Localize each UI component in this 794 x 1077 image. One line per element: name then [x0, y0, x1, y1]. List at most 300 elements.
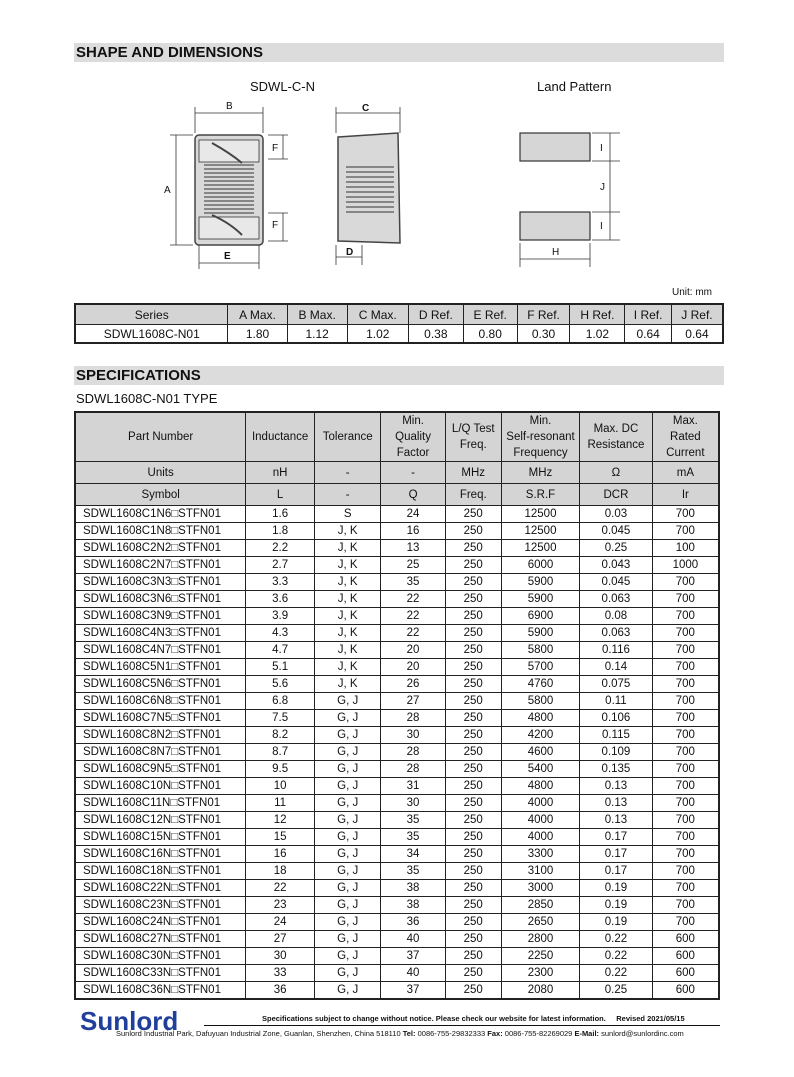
column-header: I Ref.	[625, 304, 672, 325]
table-cell: 250	[445, 965, 501, 982]
table-cell: 28	[381, 744, 445, 761]
table-cell: 26	[381, 676, 445, 693]
table-cell: 1.6	[246, 506, 315, 523]
table-cell: 0.30	[517, 325, 570, 344]
table-cell: 22	[381, 625, 445, 642]
table-cell: 250	[445, 608, 501, 625]
table-row	[75, 897, 719, 914]
table-row	[75, 744, 719, 761]
table-cell: 700	[652, 574, 719, 591]
symbol-cell: DCR	[580, 484, 653, 506]
email-value: sunlord@sunlordinc.com	[601, 1029, 684, 1038]
table-row	[75, 829, 719, 846]
table-cell: 3300	[501, 846, 579, 863]
section-title-specs: SPECIFICATIONS	[74, 366, 724, 385]
table-cell: 250	[445, 642, 501, 659]
table-cell: 250	[445, 523, 501, 540]
footer-address	[116, 1029, 684, 1038]
table-cell: 35	[381, 863, 445, 880]
table-cell: 0.13	[580, 812, 653, 829]
table-cell: 5900	[501, 574, 579, 591]
part-number-cell: SDWL1608C1N8□STFN01	[75, 523, 246, 540]
table-cell: 23	[246, 897, 315, 914]
table-cell: 0.17	[580, 846, 653, 863]
table-row	[75, 863, 719, 880]
table-cell: 2800	[501, 931, 579, 948]
table-cell: 0.80	[463, 325, 517, 344]
table-cell: J, K	[314, 540, 381, 557]
column-header: L/Q Test Freq.	[445, 412, 501, 462]
table-cell: 0.063	[580, 625, 653, 642]
table-cell: 35	[381, 812, 445, 829]
part-number-cell: SDWL1608C12N□STFN01	[75, 812, 246, 829]
table-cell: 4800	[501, 778, 579, 795]
table-row	[75, 325, 723, 344]
column-header: D Ref.	[408, 304, 463, 325]
column-header: F Ref.	[517, 304, 570, 325]
table-cell: 0.075	[580, 676, 653, 693]
table-cell: 3.6	[246, 591, 315, 608]
table-cell: 0.19	[580, 914, 653, 931]
table-row	[75, 659, 719, 676]
table-cell: J, K	[314, 676, 381, 693]
symbol-cell: Freq.	[445, 484, 501, 506]
table-cell: 5.6	[246, 676, 315, 693]
table-cell: 4600	[501, 744, 579, 761]
dim-label-e: E	[224, 251, 231, 262]
column-header: Max. Rated Current	[652, 412, 719, 462]
table-cell: 250	[445, 727, 501, 744]
table-cell: 700	[652, 914, 719, 931]
table-cell: 0.13	[580, 778, 653, 795]
table-cell: 38	[381, 880, 445, 897]
dim-label-h: H	[552, 247, 560, 258]
part-number-cell: SDWL1608C10N□STFN01	[75, 778, 246, 795]
table-cell: 13	[381, 540, 445, 557]
table-cell: 22	[381, 591, 445, 608]
table-cell: 700	[652, 846, 719, 863]
table-cell: 0.115	[580, 727, 653, 744]
table-cell: 28	[381, 761, 445, 778]
unit-cell: -	[314, 462, 381, 484]
part-number-cell: SDWL1608C3N6□STFN01	[75, 591, 246, 608]
table-header-row	[75, 304, 723, 325]
table-cell: 250	[445, 795, 501, 812]
table-cell: 31	[381, 778, 445, 795]
table-cell: 700	[652, 625, 719, 642]
table-cell: 250	[445, 914, 501, 931]
part-number-cell: SDWL1608C8N7□STFN01	[75, 744, 246, 761]
unit-label: Unit: mm	[672, 287, 712, 298]
table-cell: G, J	[314, 761, 381, 778]
table-cell: 4800	[501, 710, 579, 727]
table-cell: 1.02	[570, 325, 625, 344]
table-cell: 36	[381, 914, 445, 931]
table-cell: 4000	[501, 812, 579, 829]
column-header: Part Number	[75, 412, 246, 462]
table-cell: 0.38	[408, 325, 463, 344]
table-cell: 700	[652, 710, 719, 727]
part-number-cell: SDWL1608C3N3□STFN01	[75, 574, 246, 591]
table-cell: 25	[381, 557, 445, 574]
table-cell: 5400	[501, 761, 579, 778]
table-cell: 250	[445, 540, 501, 557]
table-cell: 250	[445, 676, 501, 693]
table-cell: 1.80	[228, 325, 287, 344]
unit-cell: Ω	[580, 462, 653, 484]
table-cell: 100	[652, 540, 719, 557]
table-row	[75, 574, 719, 591]
table-row	[75, 965, 719, 982]
table-cell: 3.9	[246, 608, 315, 625]
table-cell: 250	[445, 982, 501, 1000]
table-cell: 10	[246, 778, 315, 795]
table-cell: 16	[381, 523, 445, 540]
table-cell: 0.25	[580, 540, 653, 557]
table-cell: G, J	[314, 727, 381, 744]
table-cell: 12500	[501, 506, 579, 523]
table-cell: 4000	[501, 795, 579, 812]
table-cell: 5800	[501, 693, 579, 710]
dim-label-f-bottom: F	[272, 220, 279, 231]
table-cell: 20	[381, 642, 445, 659]
table-cell: 33	[246, 965, 315, 982]
table-cell: 600	[652, 965, 719, 982]
table-cell: 35	[381, 829, 445, 846]
column-header: Series	[75, 304, 228, 325]
part-number-cell: SDWL1608C8N2□STFN01	[75, 727, 246, 744]
table-cell: 250	[445, 863, 501, 880]
table-cell: 250	[445, 846, 501, 863]
part-number-cell: SDWL1608C7N5□STFN01	[75, 710, 246, 727]
revised-date: Revised 2021/05/15	[616, 1014, 685, 1023]
column-header: A Max.	[228, 304, 287, 325]
part-number-cell: SDWL1608C2N7□STFN01	[75, 557, 246, 574]
table-cell: G, J	[314, 710, 381, 727]
table-cell: 0.03	[580, 506, 653, 523]
table-cell: 5900	[501, 591, 579, 608]
unit-cell: MHz	[445, 462, 501, 484]
table-cell: 24	[381, 506, 445, 523]
table-cell: 250	[445, 506, 501, 523]
part-number-cell: SDWL1608C1N6□STFN01	[75, 506, 246, 523]
table-cell: 250	[445, 574, 501, 591]
table-cell: 34	[381, 846, 445, 863]
brand-logo: Sunlord	[80, 1006, 179, 1036]
table-cell: 700	[652, 778, 719, 795]
table-cell: 1.02	[347, 325, 408, 344]
table-cell: G, J	[314, 778, 381, 795]
table-cell: 2250	[501, 948, 579, 965]
table-cell: S	[314, 506, 381, 523]
table-cell: 0.116	[580, 642, 653, 659]
table-cell: 0.11	[580, 693, 653, 710]
table-cell: 22	[246, 880, 315, 897]
table-cell: 22	[381, 608, 445, 625]
table-cell: 0.22	[580, 948, 653, 965]
part-number-cell: SDWL1608C2N2□STFN01	[75, 540, 246, 557]
table-cell: 250	[445, 557, 501, 574]
table-cell: J, K	[314, 557, 381, 574]
table-cell: 0.135	[580, 761, 653, 778]
symbol-cell: -	[314, 484, 381, 506]
table-cell: 600	[652, 948, 719, 965]
part-number-cell: SDWL1608C4N3□STFN01	[75, 625, 246, 642]
unit-cell: nH	[246, 462, 315, 484]
dimension-table	[74, 303, 724, 344]
table-cell: 9.5	[246, 761, 315, 778]
table-cell: J, K	[314, 591, 381, 608]
table-cell: 8.7	[246, 744, 315, 761]
part-number-cell: SDWL1608C16N□STFN01	[75, 846, 246, 863]
table-cell: 30	[246, 948, 315, 965]
table-cell: 250	[445, 625, 501, 642]
table-cell: 700	[652, 795, 719, 812]
table-cell: 2.7	[246, 557, 315, 574]
table-cell: 0.106	[580, 710, 653, 727]
table-cell: 4000	[501, 829, 579, 846]
table-cell: 5900	[501, 625, 579, 642]
column-header: E Ref.	[463, 304, 517, 325]
dim-label-b: B	[226, 101, 233, 112]
table-cell: 600	[652, 982, 719, 1000]
table-cell: 2850	[501, 897, 579, 914]
table-cell: 600	[652, 931, 719, 948]
tel-label: Tel:	[402, 1029, 416, 1038]
drawing-title-left: SDWL-C-N	[250, 79, 315, 94]
part-number-cell: SDWL1608C4N7□STFN01	[75, 642, 246, 659]
table-cell: 700	[652, 506, 719, 523]
address-text: Sunlord Industrial Park, Dafuyuan Industrial Zone, Guanlan, Shenzhen, China 518110	[116, 1029, 401, 1038]
table-cell: G, J	[314, 880, 381, 897]
column-header: B Max.	[287, 304, 347, 325]
table-cell: 0.64	[671, 325, 723, 344]
table-row	[75, 795, 719, 812]
unit-cell: Units	[75, 462, 246, 484]
footer-note	[262, 1014, 685, 1023]
table-cell: J, K	[314, 523, 381, 540]
table-row	[75, 812, 719, 829]
footer-note-text: Specifications subject to change without notice. Please check our website for latest information.	[262, 1014, 606, 1023]
table-cell: 30	[381, 727, 445, 744]
table-cell: G, J	[314, 812, 381, 829]
table-cell: 5.1	[246, 659, 315, 676]
table-cell: 8.2	[246, 727, 315, 744]
table-cell: 0.13	[580, 795, 653, 812]
table-cell: 0.043	[580, 557, 653, 574]
table-cell: G, J	[314, 829, 381, 846]
table-cell: 37	[381, 948, 445, 965]
table-cell: 3.3	[246, 574, 315, 591]
table-cell: 700	[652, 608, 719, 625]
table-cell: 3000	[501, 880, 579, 897]
tel-value: 0086-755-29832333	[417, 1029, 486, 1038]
fax-value: 0086-755-82269029	[504, 1029, 573, 1038]
table-cell: 0.045	[580, 523, 653, 540]
table-cell: 700	[652, 523, 719, 540]
table-cell: 3100	[501, 863, 579, 880]
unit-cell: -	[381, 462, 445, 484]
table-row	[75, 608, 719, 625]
symbol-cell: Q	[381, 484, 445, 506]
table-row	[75, 880, 719, 897]
table-cell: 12500	[501, 540, 579, 557]
table-cell: 0.19	[580, 880, 653, 897]
table-row	[75, 625, 719, 642]
symbol-cell: S.R.F	[501, 484, 579, 506]
table-cell: 0.22	[580, 965, 653, 982]
table-cell: SDWL1608C-N01	[75, 325, 228, 344]
column-header: Min. Quality Factor	[381, 412, 445, 462]
table-cell: 2300	[501, 965, 579, 982]
table-row	[75, 506, 719, 523]
table-cell: G, J	[314, 897, 381, 914]
table-cell: 700	[652, 744, 719, 761]
table-cell: J, K	[314, 642, 381, 659]
table-cell: 0.109	[580, 744, 653, 761]
table-cell: 7.5	[246, 710, 315, 727]
dim-label-i-bottom: I	[600, 221, 603, 232]
table-cell: 700	[652, 659, 719, 676]
table-cell: 38	[381, 897, 445, 914]
table-cell: 16	[246, 846, 315, 863]
table-cell: 37	[381, 982, 445, 1000]
table-cell: 11	[246, 795, 315, 812]
table-cell: 700	[652, 761, 719, 778]
table-cell: G, J	[314, 948, 381, 965]
part-number-cell: SDWL1608C30N□STFN01	[75, 948, 246, 965]
symbol-cell: Symbol	[75, 484, 246, 506]
table-cell: 250	[445, 591, 501, 608]
table-cell: J, K	[314, 659, 381, 676]
type-title: SDWL1608C-N01 TYPE	[76, 391, 218, 406]
table-cell: 2650	[501, 914, 579, 931]
table-cell: G, J	[314, 914, 381, 931]
table-row	[75, 642, 719, 659]
symbol-cell: L	[246, 484, 315, 506]
dim-label-c: C	[362, 103, 370, 114]
column-header: Max. DC Resistance	[580, 412, 653, 462]
table-cell: 2.2	[246, 540, 315, 557]
part-number-cell: SDWL1608C22N□STFN01	[75, 880, 246, 897]
fax-label: Fax:	[487, 1029, 503, 1038]
table-cell: 15	[246, 829, 315, 846]
table-cell: 0.045	[580, 574, 653, 591]
table-cell: 0.25	[580, 982, 653, 1000]
table-cell: 1000	[652, 557, 719, 574]
table-cell: 6900	[501, 608, 579, 625]
table-row	[75, 523, 719, 540]
table-cell: 4200	[501, 727, 579, 744]
part-number-cell: SDWL1608C27N□STFN01	[75, 931, 246, 948]
table-cell: 4.7	[246, 642, 315, 659]
table-row	[75, 693, 719, 710]
table-cell: 700	[652, 812, 719, 829]
part-number-cell: SDWL1608C18N□STFN01	[75, 863, 246, 880]
table-cell: 30	[381, 795, 445, 812]
table-cell: J, K	[314, 625, 381, 642]
table-cell: 4760	[501, 676, 579, 693]
table-row	[75, 710, 719, 727]
table-cell: 12500	[501, 523, 579, 540]
table-cell: 0.17	[580, 863, 653, 880]
part-number-cell: SDWL1608C6N8□STFN01	[75, 693, 246, 710]
part-number-cell: SDWL1608C9N5□STFN01	[75, 761, 246, 778]
unit-cell: MHz	[501, 462, 579, 484]
table-row	[75, 727, 719, 744]
column-header: J Ref.	[671, 304, 723, 325]
table-cell: 700	[652, 642, 719, 659]
section-title-shape: SHAPE AND DIMENSIONS	[74, 43, 724, 62]
part-number-cell: SDWL1608C3N9□STFN01	[75, 608, 246, 625]
table-cell: G, J	[314, 744, 381, 761]
table-cell: 24	[246, 914, 315, 931]
column-header: C Max.	[347, 304, 408, 325]
table-cell: 2080	[501, 982, 579, 1000]
table-cell: 27	[381, 693, 445, 710]
table-cell: 250	[445, 778, 501, 795]
drawing-title-right: Land Pattern	[537, 79, 612, 94]
table-cell: 1.12	[287, 325, 347, 344]
table-row	[75, 540, 719, 557]
column-header: Min. Self-resonant Frequency	[501, 412, 579, 462]
part-number-cell: SDWL1608C5N6□STFN01	[75, 676, 246, 693]
table-cell: G, J	[314, 965, 381, 982]
table-cell: 250	[445, 897, 501, 914]
dim-label-a: A	[164, 185, 171, 196]
table-cell: 250	[445, 829, 501, 846]
part-number-cell: SDWL1608C24N□STFN01	[75, 914, 246, 931]
footer-divider	[204, 1025, 720, 1026]
symbol-cell: Ir	[652, 484, 719, 506]
part-number-cell: SDWL1608C36N□STFN01	[75, 982, 246, 1000]
table-cell: 700	[652, 863, 719, 880]
table-cell: 28	[381, 710, 445, 727]
table-cell: 20	[381, 659, 445, 676]
table-cell: 700	[652, 591, 719, 608]
table-row	[75, 591, 719, 608]
part-number-cell: SDWL1608C11N□STFN01	[75, 795, 246, 812]
table-cell: 0.19	[580, 897, 653, 914]
table-cell: 250	[445, 931, 501, 948]
table-row	[75, 914, 719, 931]
table-cell: J, K	[314, 574, 381, 591]
symbol-row	[75, 484, 719, 506]
table-cell: 700	[652, 829, 719, 846]
table-cell: 12	[246, 812, 315, 829]
table-cell: 0.08	[580, 608, 653, 625]
dimension-drawing	[150, 95, 630, 275]
table-cell: 5800	[501, 642, 579, 659]
unit-cell: mA	[652, 462, 719, 484]
table-cell: 40	[381, 931, 445, 948]
table-cell: G, J	[314, 846, 381, 863]
table-cell: 0.17	[580, 829, 653, 846]
table-row	[75, 676, 719, 693]
table-cell: G, J	[314, 931, 381, 948]
table-cell: G, J	[314, 795, 381, 812]
table-cell: 40	[381, 965, 445, 982]
table-row	[75, 557, 719, 574]
table-cell: 36	[246, 982, 315, 1000]
table-cell: 0.14	[580, 659, 653, 676]
table-cell: 6000	[501, 557, 579, 574]
table-row	[75, 778, 719, 795]
table-cell: G, J	[314, 982, 381, 1000]
table-cell: G, J	[314, 863, 381, 880]
table-cell: G, J	[314, 693, 381, 710]
column-header: H Ref.	[570, 304, 625, 325]
